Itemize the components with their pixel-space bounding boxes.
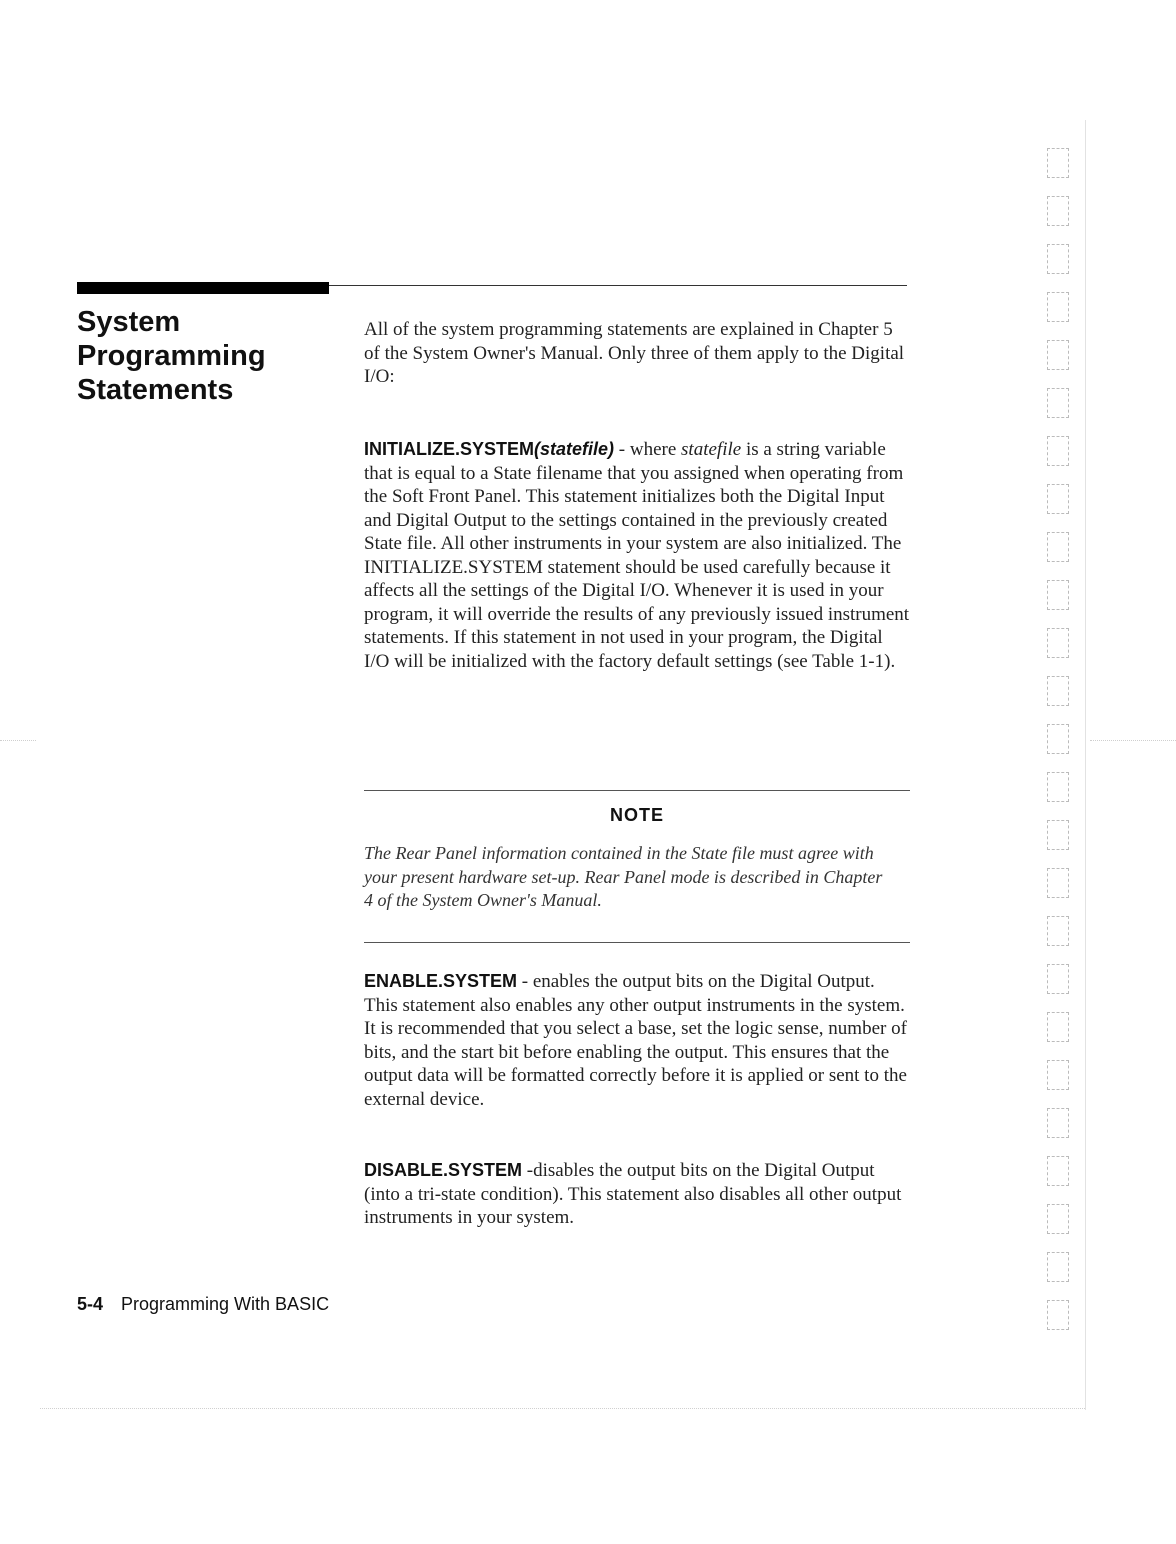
page-footer bbox=[77, 1294, 329, 1315]
page-number: 5-4 bbox=[77, 1294, 104, 1314]
scan-dotted-line-left bbox=[0, 740, 36, 741]
enable-body-text: - enables the output bits on the Digital Output. This statement also enables any other output instruments in the system. It is recommended that you select a base, set the logic sense, number of bits, and the start bit before enabling the output. This ensures that the output data will be formatted correctly before it is applied or sent to the external device. bbox=[364, 971, 907, 1110]
binder-hole bbox=[1047, 1204, 1069, 1234]
binder-hole bbox=[1047, 292, 1069, 322]
binder-hole bbox=[1047, 868, 1069, 898]
binder-hole bbox=[1047, 1300, 1069, 1330]
binder-hole bbox=[1047, 244, 1069, 274]
binder-hole bbox=[1047, 148, 1069, 178]
note-rule-bottom bbox=[364, 942, 910, 943]
section-rule-thin bbox=[329, 285, 907, 286]
binder-holes-strip bbox=[1047, 148, 1075, 1348]
binder-hole bbox=[1047, 1252, 1069, 1282]
section-rule-thick bbox=[77, 282, 329, 294]
note-title: NOTE bbox=[609, 805, 664, 825]
binder-hole bbox=[1047, 820, 1069, 850]
binder-hole bbox=[1047, 1012, 1069, 1042]
binder-hole bbox=[1047, 532, 1069, 562]
initialize-system-argument: (statefile) bbox=[534, 439, 615, 459]
binder-hole bbox=[1047, 484, 1069, 514]
enable-system-keyword: ENABLE.SYSTEM bbox=[364, 971, 518, 991]
binder-hole bbox=[1047, 1108, 1069, 1138]
binder-hole bbox=[1047, 388, 1069, 418]
binder-hole bbox=[1047, 964, 1069, 994]
section-title bbox=[77, 305, 337, 407]
binder-hole bbox=[1047, 436, 1069, 466]
initialize-system-keyword: INITIALIZE.SYSTEM bbox=[364, 439, 535, 459]
enable-system-paragraph bbox=[364, 970, 912, 1111]
section-title-line-3: Statements bbox=[77, 374, 234, 406]
initialize-body-text: is a string variable that is equal to a State filename that you assigned when operating from the Soft Front Panel. This statement initializes both the Digital Input and Digital Output to the settings contained in the previously created State file. All other instruments in your system are also initialized. The INITIALIZE.SYSTEM statement should be used carefully because it affects all the settings of the Digital I/O. Whenever it is used in your program, it will override the results of any previously issued instrument statements. If this statement in not used in your program, the Digital I/O will be initialized with the factory default settings (see Table 1-1). bbox=[364, 439, 910, 672]
section-title-line-1: System bbox=[77, 306, 181, 338]
binder-hole bbox=[1047, 196, 1069, 226]
binder-hole bbox=[1047, 772, 1069, 802]
scan-dotted-line-right bbox=[1090, 740, 1176, 741]
note-text: The Rear Panel information contained in the State file must agree with your present hardware set-up. Rear Panel mode is described in Chapter 4 of the System Owner's Manual. bbox=[364, 843, 883, 910]
disable-system-paragraph bbox=[364, 1159, 912, 1230]
page-edge-line bbox=[1085, 120, 1086, 1410]
initialize-lead-text: - where bbox=[614, 439, 682, 460]
disable-system-keyword: DISABLE.SYSTEM bbox=[364, 1160, 523, 1180]
binder-hole bbox=[1047, 580, 1069, 610]
note-rule-top bbox=[364, 790, 910, 791]
scan-dotted-line-bottom bbox=[40, 1408, 1085, 1409]
statefile-term: statefile bbox=[681, 439, 742, 460]
disable-body-text: -disables the output bits on the Digital Output (into a tri-state condition). This statement also disables all other output instruments in your system. bbox=[364, 1160, 902, 1228]
footer-chapter-title: Programming With BASIC bbox=[121, 1294, 330, 1314]
binder-hole bbox=[1047, 628, 1069, 658]
binder-hole bbox=[1047, 676, 1069, 706]
binder-hole bbox=[1047, 724, 1069, 754]
binder-hole bbox=[1047, 1156, 1069, 1186]
initialize-system-paragraph bbox=[364, 438, 912, 673]
binder-hole bbox=[1047, 916, 1069, 946]
binder-hole bbox=[1047, 340, 1069, 370]
section-title-line-2: Programming bbox=[77, 340, 266, 372]
binder-hole bbox=[1047, 1060, 1069, 1090]
intro-paragraph: All of the system programming statements are explained in Chapter 5 of the System Owner's Manual. Only three of them apply to the Digital I/O: bbox=[364, 319, 905, 387]
